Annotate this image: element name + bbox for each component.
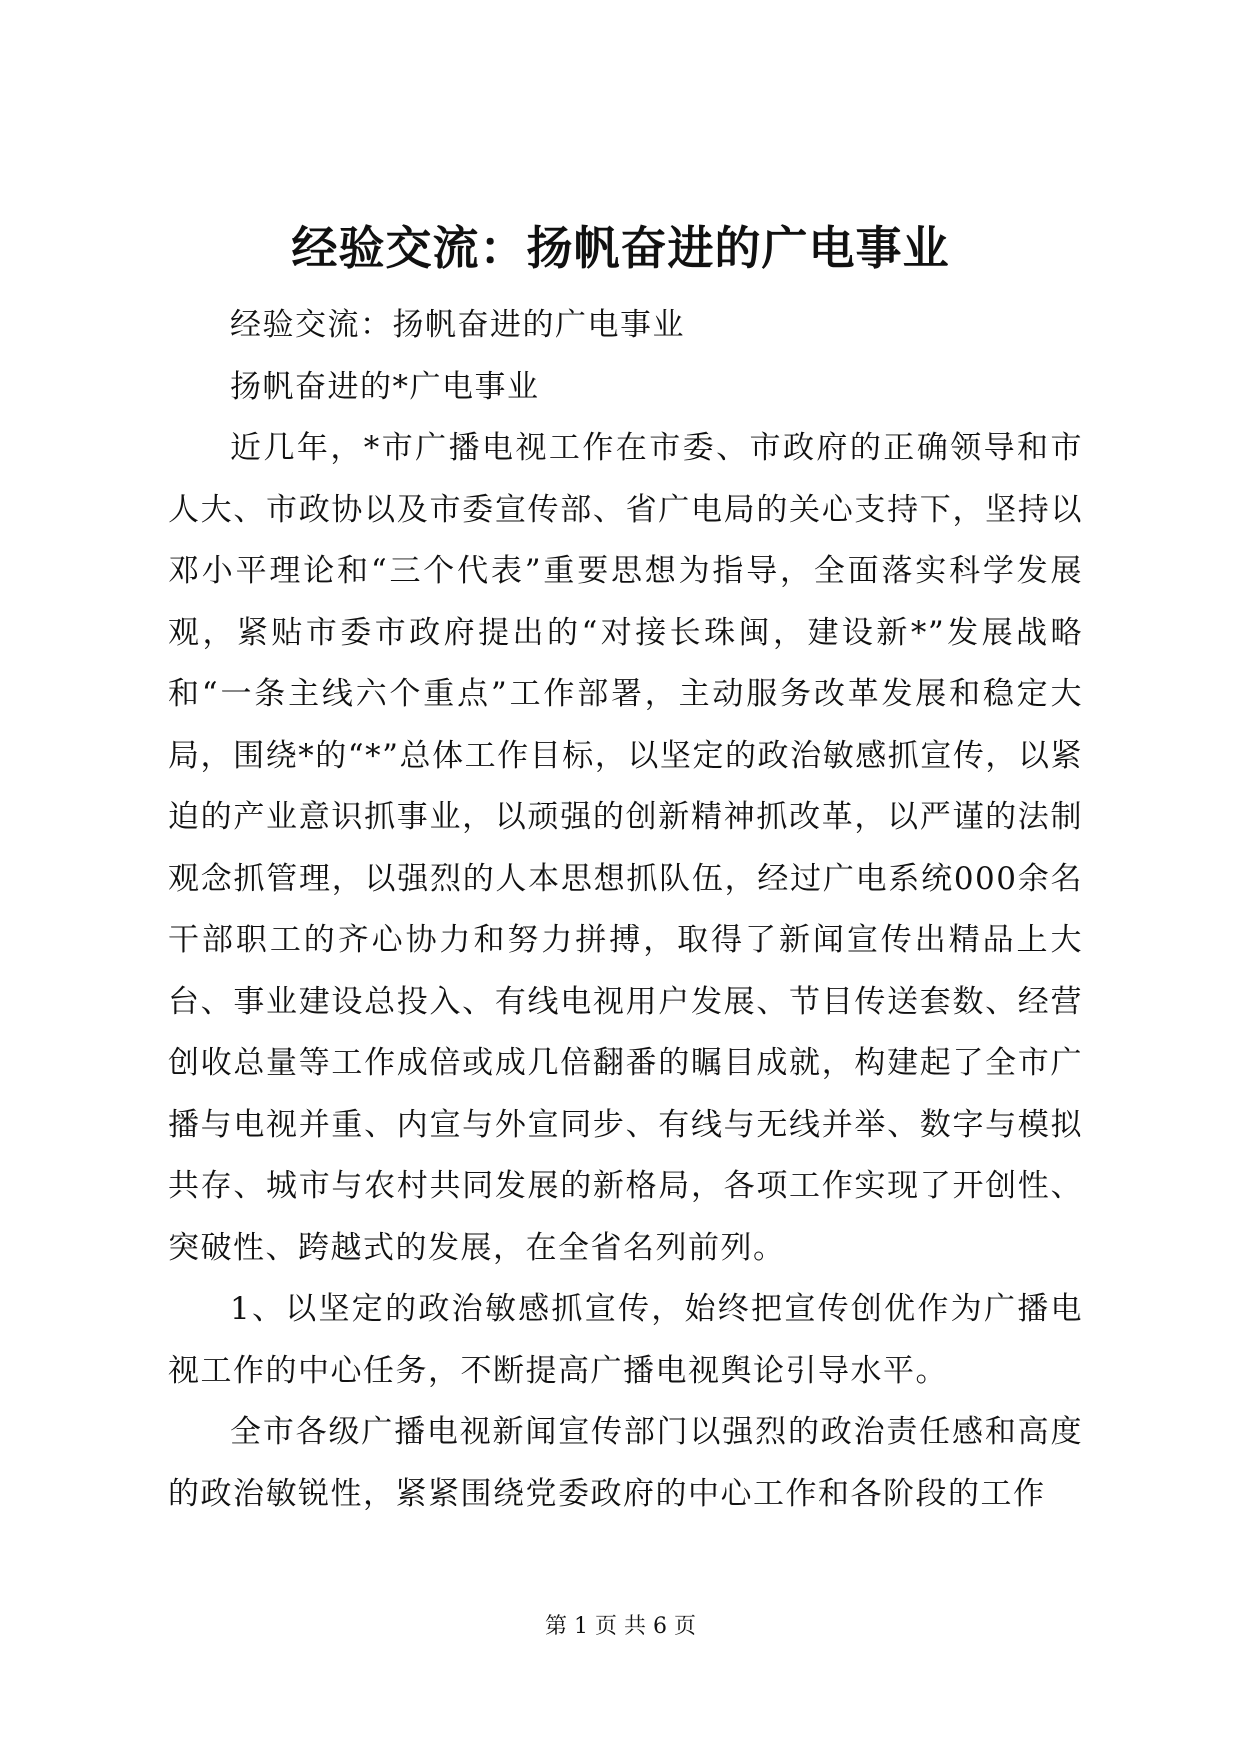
paragraph-intro: 近几年，*市广播电视工作在市委、市政府的正确领导和市人大、市政协以及市委宣传部、省广电局的关心支持下，坚持以邓小平理论和“三个代表”重要思想为指导，全面落实科学发展观，紧贴市委市政府提出的“对接长珠闽，建设新*”发展战略和“一条主线六个重点”工作部署，主动服务改革发展和稳定大局，围绕*的“*”总体工作目标，以坚定的政治敏感抓宣传，以紧迫的产业意识抓事业，以顽强的创新精神抓改革，以严谨的法制观念抓管理，以强烈的人本思想抓队伍，经过广电系统000余名干部职工的齐心协力和努力拼搏，取得了新闻宣传出精品上大台、事业建设总投入、有线电视用户发展、节目传送套数、经营创收总量等工作成倍或成几倍翻番的瞩目成就，构建起了全市广播与电视并重、内宣与外宣同步、有线与无线并举、数字与模拟共存、城市与农村共同发展的新格局，各项工作实现了开创性、突破性、跨越式的发展，在全省名列前列。 bbox=[168, 430, 1083, 1266]
document-body bbox=[168, 295, 1083, 1525]
paragraph-subtitle: 经验交流：扬帆奋进的广电事业 bbox=[230, 307, 685, 343]
page-number-footer: 第 1 页 共 6 页 bbox=[545, 1614, 696, 1639]
document-title: 经验交流：扬帆奋进的广电事业 bbox=[291, 221, 950, 275]
paragraph-section-1-body: 全市各级广播电视新闻宣传部门以强烈的政治责任感和高度的政治敏锐性，紧紧围绕党委政府的中心工作和各阶段的工作 bbox=[168, 1414, 1083, 1512]
paragraph-heading: 扬帆奋进的*广电事业 bbox=[230, 368, 540, 405]
paragraph-section-1: 1、以坚定的政治敏感抓宣传，始终把宣传创优作为广播电视工作的中心任务，不断提高广播电视舆论引导水平。 bbox=[168, 1291, 1083, 1389]
